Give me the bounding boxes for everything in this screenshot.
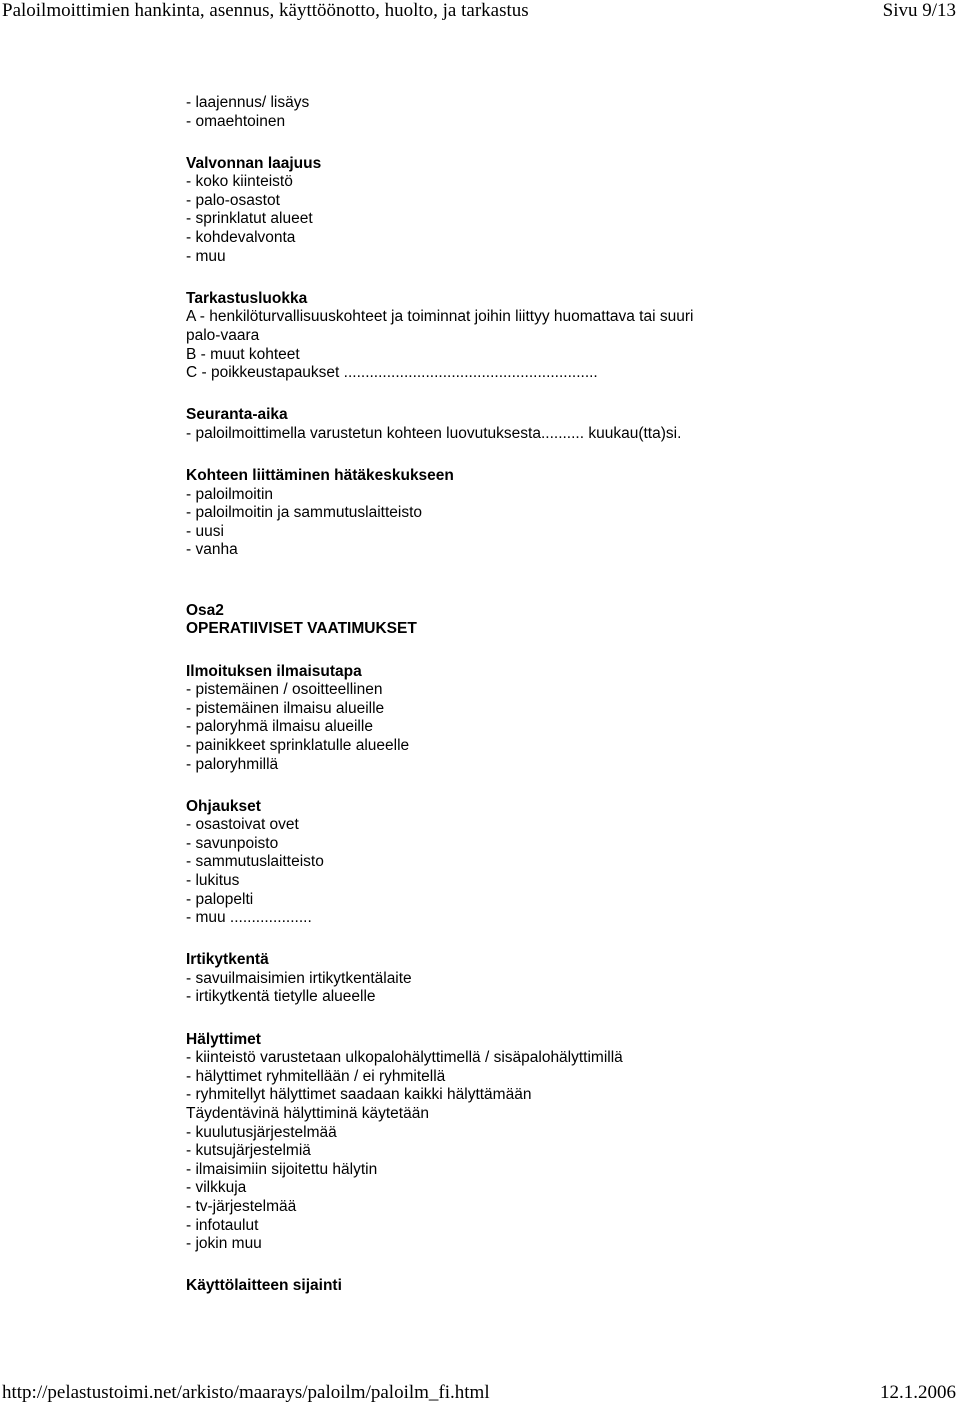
list-item: C - poikkeustapaukset ........................................................... <box>186 364 598 382</box>
list-item: - muu <box>186 247 226 265</box>
list-item: - koko kiinteistö <box>186 173 293 191</box>
list-item: - infotaulut <box>186 1216 259 1234</box>
list-item: - pistemäinen / osoitteellinen <box>186 681 383 699</box>
list-item: - sammutuslaitteisto <box>186 853 324 871</box>
list-item: - savunpoisto <box>186 834 279 852</box>
section-heading-irtikytkenta: Irtikytkentä <box>186 951 269 969</box>
list-item: - paloilmoittimella varustetun kohteen luovutuksesta.......... kuukau(tta)si. <box>186 424 682 442</box>
part-subtitle: OPERATIIVISET VAATIMUKSET <box>186 620 417 638</box>
list-item: - lukitus <box>186 872 240 889</box>
list-item: - pistemäinen ilmaisu alueille <box>186 699 385 717</box>
part-title: Osa2 <box>186 601 224 619</box>
list-item: - painikkeet sprinklatulle alueelle <box>186 736 410 754</box>
list-item: Täydentävinä hälyttiminä käytetään <box>186 1104 429 1122</box>
list-item: - paloilmoitin ja sammutuslaitteisto <box>186 504 423 522</box>
list-item: - kuulutusjärjestelmää <box>186 1123 337 1141</box>
list-item: B - muut kohteet <box>186 345 300 363</box>
page-number: Sivu 9/13 <box>882 0 956 21</box>
footer-url: http://pelastustoimi.net/arkisto/maarays/paloilm/paloilm_fi.html <box>2 1382 490 1403</box>
list-item: - laajennus/ lisäys <box>186 94 310 111</box>
list-item: - tv-järjestelmää <box>186 1197 297 1215</box>
list-item: - kutsujärjestelmiä <box>186 1142 311 1160</box>
list-item: - irtikytkentä tietylle alueelle <box>186 988 376 1006</box>
section-heading-valvonnan-laajuus: Valvonnan laajuus <box>186 154 322 172</box>
section-heading-hatakeskus: Kohteen liittäminen hätäkeskukseen <box>186 466 454 484</box>
section-heading-halyttimet: Hälyttimet <box>186 1030 261 1048</box>
list-item: - kohdevalvonta <box>186 229 296 247</box>
list-item: - palopelti <box>186 890 254 908</box>
section-heading-kayttolaite: Käyttölaitteen sijainti <box>186 1277 342 1295</box>
list-item: - muu ................... <box>186 909 312 927</box>
header-title: Paloilmoittimien hankinta, asennus, käyttöönotto, huolto, ja tarkastus <box>2 0 529 21</box>
section-heading-ohjaukset: Ohjaukset <box>186 797 261 815</box>
list-item: - osastoivat ovet <box>186 816 299 834</box>
section-heading-ilmaisutapa: Ilmoituksen ilmaisutapa <box>186 662 362 680</box>
document-body <box>186 94 926 1296</box>
list-item: - uusi <box>186 522 224 540</box>
list-item: - paloryhmillä <box>186 755 279 773</box>
list-item: - vilkkuja <box>186 1179 247 1197</box>
list-item: - kiinteistö varustetaan ulkopalohälyttimellä / sisäpalohälyttimillä <box>186 1049 623 1067</box>
list-item: - omaehtoinen <box>186 112 286 130</box>
list-item: - ilmaisimiin sijoitettu hälytin <box>186 1160 378 1178</box>
list-item: - ryhmitellyt hälyttimet saadaan kaikki hälyttämään <box>186 1086 532 1104</box>
list-item: - paloryhmä ilmaisu alueille <box>186 718 373 736</box>
section-heading-tarkastusluokka: Tarkastusluokka <box>186 289 308 307</box>
list-item: - hälyttimet ryhmitellään / ei ryhmitellä <box>186 1067 446 1085</box>
list-item: - jokin muu <box>186 1235 262 1253</box>
footer-date: 12.1.2006 <box>880 1382 956 1403</box>
list-item: - paloilmoitin <box>186 485 274 503</box>
list-item: - vanha <box>186 541 238 559</box>
list-item: - savuilmaisimien irtikytkentälaite <box>186 969 412 987</box>
section-heading-seuranta-aika: Seuranta-aika <box>186 406 288 424</box>
list-item: A - henkilöturvallisuuskohteet ja toiminnat joihin liittyy huomattava tai suuri <box>186 308 694 326</box>
list-item: - sprinklatut alueet <box>186 210 313 228</box>
list-item: palo-vaara <box>186 326 260 344</box>
list-item: - palo-osastot <box>186 191 280 209</box>
